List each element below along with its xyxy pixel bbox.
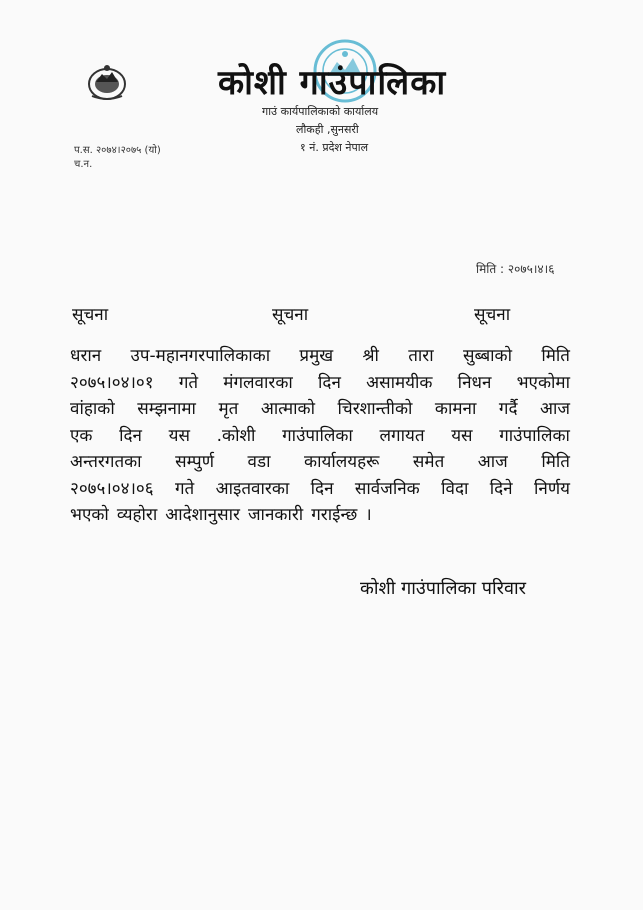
body-word: चिरशान्तीको (337, 399, 413, 419)
body-word: निधन (457, 372, 492, 393)
body-line (70, 423, 570, 450)
notice-heading: सूचना (72, 305, 109, 325)
body-word: गाउंपालिका (499, 425, 570, 446)
body-word: दिन (119, 425, 142, 446)
dispatch-number: च.न. (74, 159, 93, 170)
body-word: दिन (318, 372, 341, 393)
body-word: मंगलवारका (223, 372, 293, 393)
notice-body (70, 343, 570, 529)
body-word: व्यहोरा (116, 505, 158, 525)
body-word: मृत (218, 399, 239, 419)
reference-number: प.स. २०७४।२०७५ (यो) (74, 145, 161, 156)
body-word: मिति (541, 452, 570, 472)
body-line (70, 502, 570, 529)
body-word: गते (174, 478, 195, 499)
body-word: .कोशी (216, 425, 256, 446)
body-word: यस (451, 425, 473, 446)
notice-heading: सूचना (474, 305, 511, 325)
body-word: प्रमुख (299, 346, 334, 366)
body-word: सम्झनामा (137, 399, 196, 419)
body-word: मिति (541, 346, 570, 366)
body-word: आदेशानुसार (165, 505, 240, 525)
body-word: धरान (70, 346, 102, 366)
office-name: कोशी गाउंपालिका (218, 63, 447, 103)
body-word: कार्यालयहरू (304, 452, 380, 472)
body-word: एक (70, 425, 93, 446)
body-word: गर्दै (498, 399, 518, 419)
body-word: आज (539, 399, 570, 419)
notice-heading: सूचना (272, 305, 309, 325)
nepal-emblem-icon (86, 62, 128, 102)
body-word: २०७५।०४।०१ (70, 372, 154, 393)
body-line (70, 449, 570, 476)
body-word: गाउंपालिका (282, 425, 353, 446)
body-word: वडा (247, 452, 271, 472)
signoff: कोशी गाउंपालिका परिवार (360, 578, 527, 599)
office-province: १ नं. प्रदेश नेपाल (300, 141, 369, 154)
body-line (70, 343, 570, 370)
body-line (70, 370, 570, 397)
letter-date: मिति : २०७५।४।६ (476, 262, 555, 276)
body-word: सार्वजनिक (354, 478, 420, 499)
body-word: गराईन्छ (311, 505, 358, 525)
body-word: दिन (310, 478, 334, 499)
body-word: वांहाको (70, 399, 115, 419)
body-word: आइतवारका (215, 478, 290, 499)
body-word: यस (168, 425, 190, 446)
body-word: अन्तरगतका (70, 452, 142, 472)
body-word: विदा (441, 478, 469, 499)
body-word: जानकारी (247, 505, 304, 525)
body-line (70, 476, 570, 503)
body-word: भएको (70, 505, 109, 525)
body-word: । (365, 505, 372, 525)
body-word: समेत (412, 452, 445, 472)
body-word: श्री (362, 346, 379, 366)
body-word: तारा (408, 346, 434, 366)
body-word: निर्णय (533, 478, 570, 499)
body-line (70, 396, 570, 423)
body-word: गते (178, 372, 199, 393)
body-word: लगायत (379, 425, 425, 446)
body-word: उप-महानगरपालिकाका (130, 346, 271, 366)
body-word: कामना (434, 399, 477, 419)
body-word: सुब्बाको (462, 346, 513, 366)
office-location: लौकही ,सुनसरी (296, 123, 359, 136)
body-word: आत्माको (260, 399, 315, 419)
office-subtitle: गाउं कार्यपालिकाको कार्यालय (262, 105, 379, 118)
body-word: २०७५।०४।०६ (70, 478, 154, 499)
body-word: आज (477, 452, 508, 472)
body-word: भएकोमा (516, 372, 570, 393)
body-word: सम्पुर्ण (175, 452, 214, 472)
body-word: असामयीक (366, 372, 433, 393)
body-word: दिने (489, 478, 513, 499)
